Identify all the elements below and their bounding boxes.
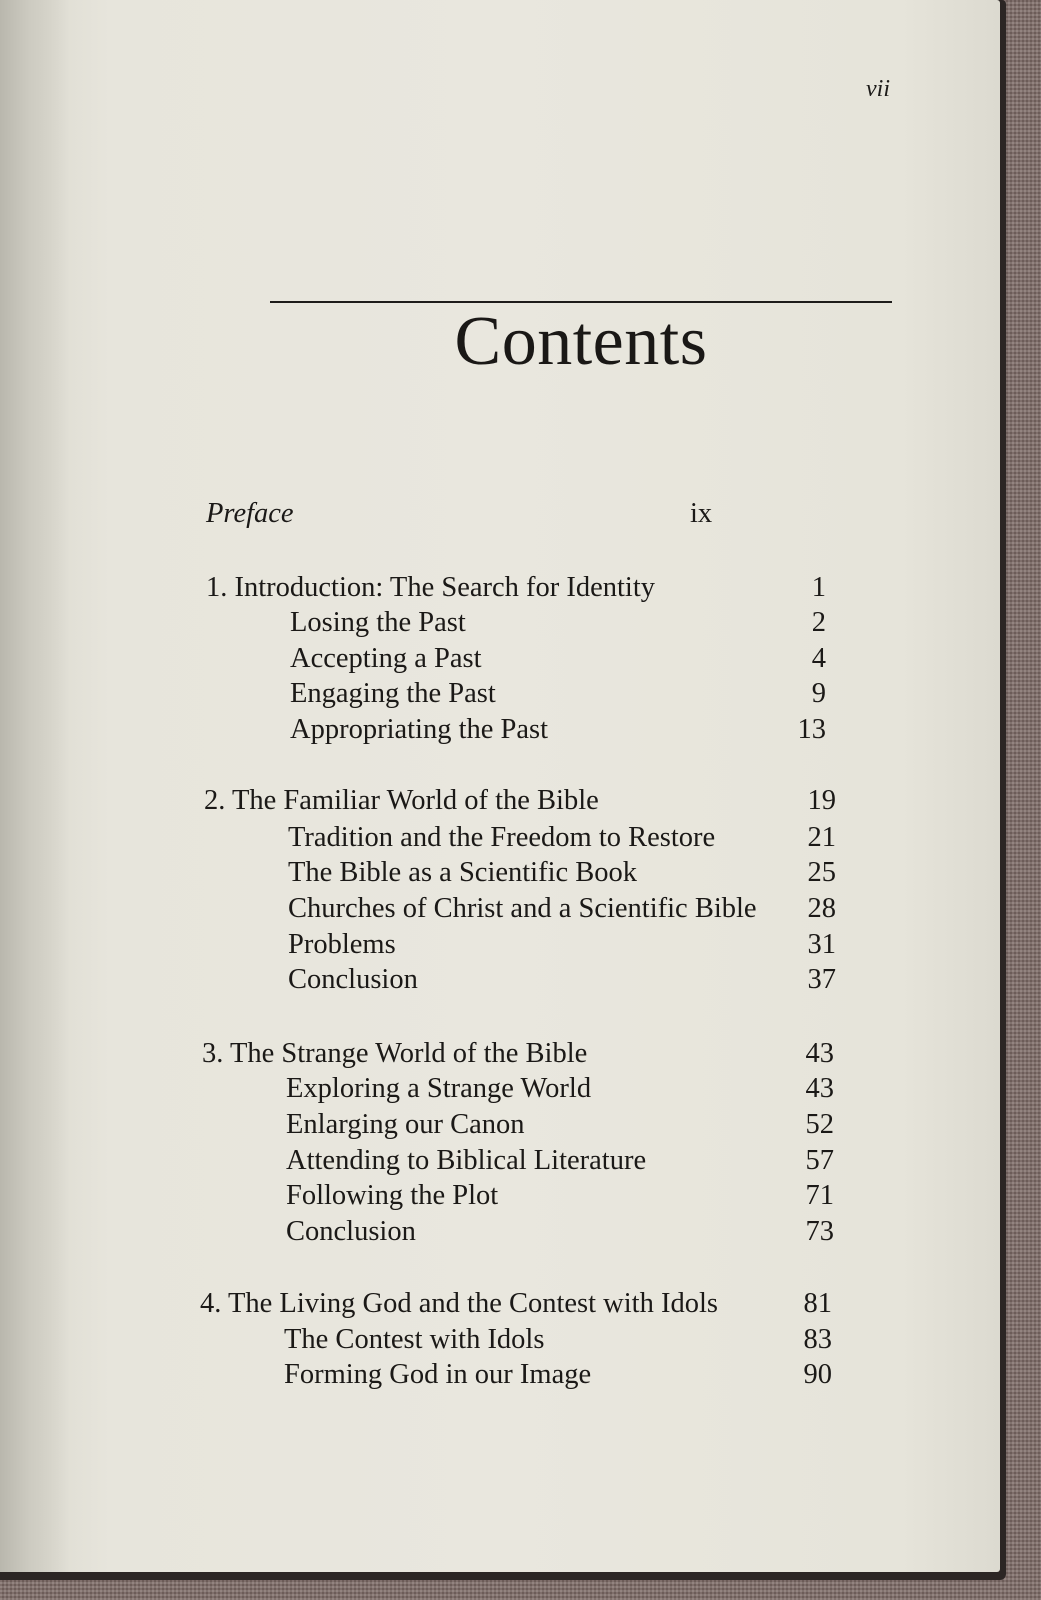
toc-section-entry [284, 1322, 832, 1358]
toc-entry-page: ix [690, 498, 713, 529]
toc-entry-page: 43 [805, 1038, 834, 1069]
toc-entry-page: 9 [811, 678, 826, 709]
toc-section-entry [288, 962, 836, 998]
page-folio: vii [866, 76, 890, 102]
toc-entry-label: Attending to Biblical Literature [286, 1145, 647, 1176]
toc-entry-page: 73 [805, 1216, 834, 1247]
toc-entry-page: 4 [811, 643, 826, 674]
toc-entry-label: Following the Plot [286, 1180, 499, 1211]
toc-entry-label: Preface [206, 498, 294, 529]
toc-chapter-heading [206, 570, 826, 606]
toc-section-entry [286, 1071, 834, 1107]
toc-entry-label: Accepting a Past [290, 643, 482, 674]
toc-entry-page: 71 [805, 1180, 834, 1211]
toc-entry-page: 37 [807, 964, 836, 995]
toc-entry-page: 83 [803, 1324, 832, 1355]
toc-entry-label: 3. The Strange World of the Bible [202, 1038, 588, 1069]
toc-entry-label: Forming God in our Image [284, 1359, 592, 1390]
toc-section-entry [288, 820, 836, 856]
toc-entry-page: 43 [805, 1073, 834, 1104]
toc-section-entry [290, 712, 826, 748]
toc-entry-page: 1 [811, 572, 826, 603]
toc-section-entry [286, 1107, 834, 1143]
toc-entry-label: Enlarging our Canon [286, 1109, 525, 1140]
toc-section-entry [290, 676, 826, 712]
toc-entry-label: The Contest with Idols [284, 1324, 545, 1355]
toc-entry-label: Tradition and the Freedom to Restore [288, 822, 716, 853]
toc-entry-page: 81 [803, 1288, 832, 1319]
toc-entry-page: 21 [807, 822, 836, 853]
toc-entry-label: 4. The Living God and the Contest with Idols [200, 1288, 718, 1319]
toc-entry-label: Churches of Christ and a Scientific Bible [288, 893, 757, 924]
toc-entry-page: 28 [807, 893, 836, 924]
toc-entry-label: Problems [288, 929, 396, 960]
toc-chapter-heading [200, 1286, 832, 1322]
toc-entry-page: 90 [803, 1359, 832, 1390]
toc-entry-page: 31 [807, 929, 836, 960]
toc-section-entry [286, 1178, 834, 1214]
toc-section-entry [290, 605, 826, 641]
toc-section-entry [288, 891, 836, 927]
toc-entry-label: 2. The Familiar World of the Bible [204, 785, 599, 816]
toc-entry-label: Conclusion [286, 1216, 416, 1247]
page-title: Contents [454, 303, 708, 380]
toc-chapter-heading [204, 783, 836, 819]
toc-entry-page: 52 [805, 1109, 834, 1140]
toc-entry-page: 19 [807, 785, 836, 816]
toc-section-entry [286, 1143, 834, 1179]
toc-entry-label: Losing the Past [290, 607, 466, 638]
toc-chapter-heading [202, 1036, 834, 1072]
toc-entry-label: 1. Introduction: The Search for Identity [206, 572, 656, 603]
toc-section-entry [284, 1357, 832, 1393]
toc-entry-label: Appropriating the Past [290, 714, 549, 745]
toc-section-entry [286, 1214, 834, 1250]
toc-entry-label: Conclusion [288, 964, 418, 995]
toc-entry-label: Exploring a Strange World [286, 1073, 592, 1104]
toc-section-entry [288, 855, 836, 891]
toc-section-entry [290, 641, 826, 677]
toc-entry-label: The Bible as a Scientific Book [288, 857, 638, 888]
toc-entry-page: 57 [805, 1145, 834, 1176]
toc-entry-page: 13 [797, 714, 826, 745]
toc-section-entry [288, 927, 836, 963]
toc-entry-label: Engaging the Past [290, 678, 496, 709]
toc-entry-page: 25 [807, 857, 836, 888]
toc-entry-preface [206, 496, 766, 532]
toc-entry-page: 2 [811, 607, 826, 638]
